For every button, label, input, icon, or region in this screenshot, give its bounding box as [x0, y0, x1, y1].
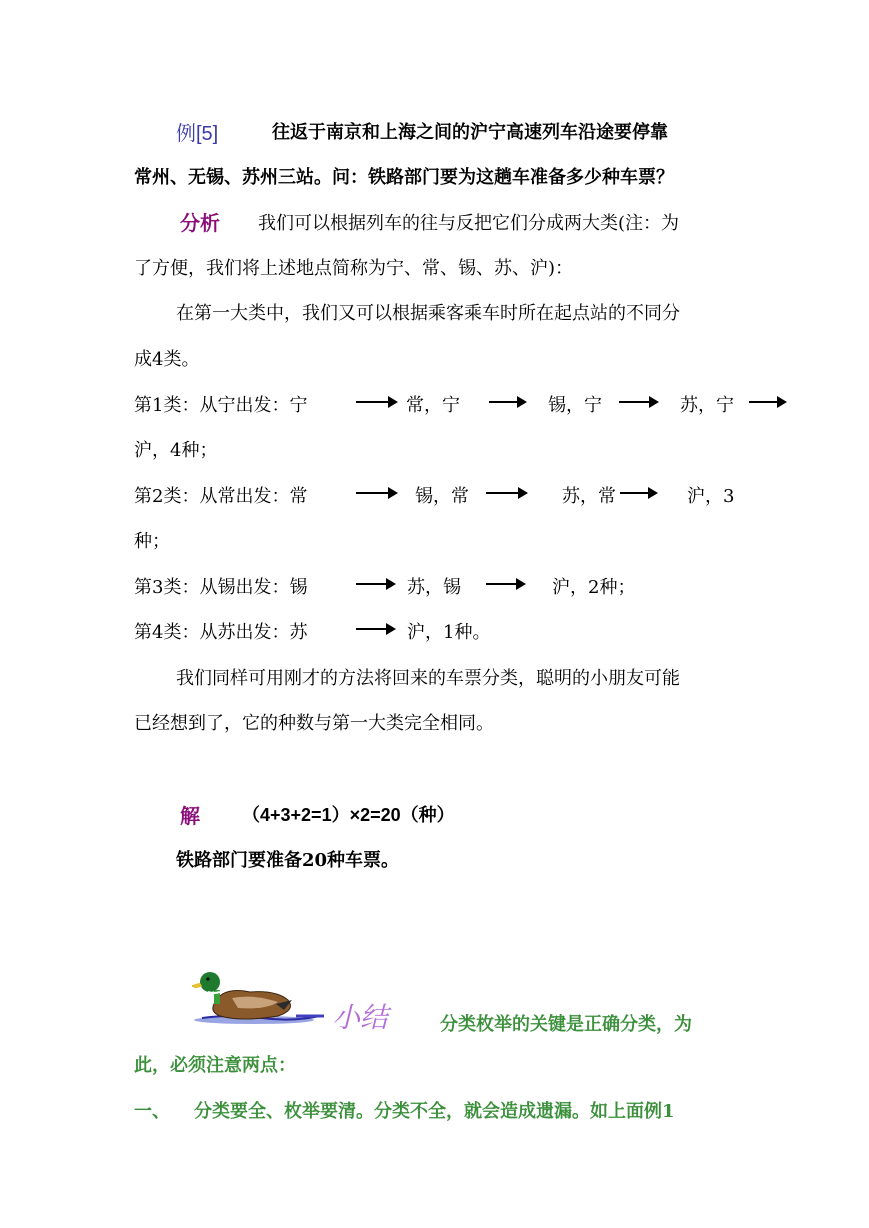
category-2-label: 第2类：从常出发：常 [134, 486, 308, 507]
category-1-target-1: 常，宁 [406, 395, 460, 416]
arrow-icon [489, 401, 525, 403]
analysis-line-2: 了方便，我们将上述地点简称为宁、常、锡、苏、沪)： [134, 258, 574, 279]
arrow-icon [749, 401, 785, 403]
arrow-icon [486, 583, 524, 585]
example-tag: 例[5] [176, 123, 219, 145]
arrow-icon [356, 492, 396, 494]
arrow-icon [619, 401, 657, 403]
summary-title: 小结 [332, 1001, 389, 1034]
arrow-icon [486, 492, 526, 494]
example-line-2: 常州、无锡、苏州三站。问：铁路部门要为这趟车准备多少种车票？ [134, 167, 674, 188]
category-2-target-3: 沪，3 [687, 486, 735, 507]
category-1-continued: 沪，4种； [134, 440, 218, 461]
summary-item-text: 分类要全、枚举要清。分类不全，就会造成遗漏。如上面例1 [194, 1101, 675, 1122]
arrow-icon [356, 583, 394, 585]
water-stroke-icon [296, 1012, 326, 1020]
analysis-line-3: 在第一大类中，我们又可以根据乘客乘车时所在起点站的不同分 [176, 303, 680, 324]
solution-tag: 解 [180, 804, 200, 828]
analysis-line-4: 成4类。 [134, 349, 200, 370]
note-line-1: 我们同样可用刚才的方法将回来的车票分类，聪明的小朋友可能 [176, 668, 680, 689]
analysis-line-1: 我们可以根据列车的往与反把它们分成两大类(注：为 [258, 213, 680, 234]
example-line-1: 往返于南京和上海之间的沪宁高速列车沿途要停靠 [272, 122, 668, 143]
arrow-icon [356, 401, 396, 403]
analysis-tag: 分析 [180, 211, 220, 235]
category-1-target-3: 苏，宁 [680, 395, 734, 416]
solution-answer: 铁路部门要准备20种车票。 [176, 850, 400, 871]
category-4-label: 第4类：从苏出发：苏 [134, 622, 308, 643]
category-2-continued: 种； [134, 531, 170, 552]
arrow-icon [620, 492, 656, 494]
category-3-label: 第3类：从锡出发：锡 [134, 577, 308, 598]
note-line-2: 已经想到了，它的种数与第一大类完全相同。 [134, 713, 494, 734]
category-2-target-1: 锡，常 [415, 486, 469, 507]
category-2-target-2: 苏，常 [562, 486, 616, 507]
solution-formula: （4+3+2=1）×2=20（种） [242, 805, 455, 825]
category-4-target-1: 沪，1种。 [407, 622, 491, 643]
category-1-label: 第1类：从宁出发：宁 [134, 395, 308, 416]
category-3-target-2: 沪，2种； [552, 577, 636, 598]
summary-line-2: 此，必须注意两点： [134, 1055, 296, 1076]
category-3-target-1: 苏，锡 [407, 577, 461, 598]
summary-item-number: 一、 [134, 1101, 170, 1122]
arrow-icon [356, 628, 394, 630]
category-1-target-2: 锡，宁 [548, 395, 602, 416]
summary-line-1: 分类枚举的关键是正确分类，为 [440, 1014, 692, 1035]
